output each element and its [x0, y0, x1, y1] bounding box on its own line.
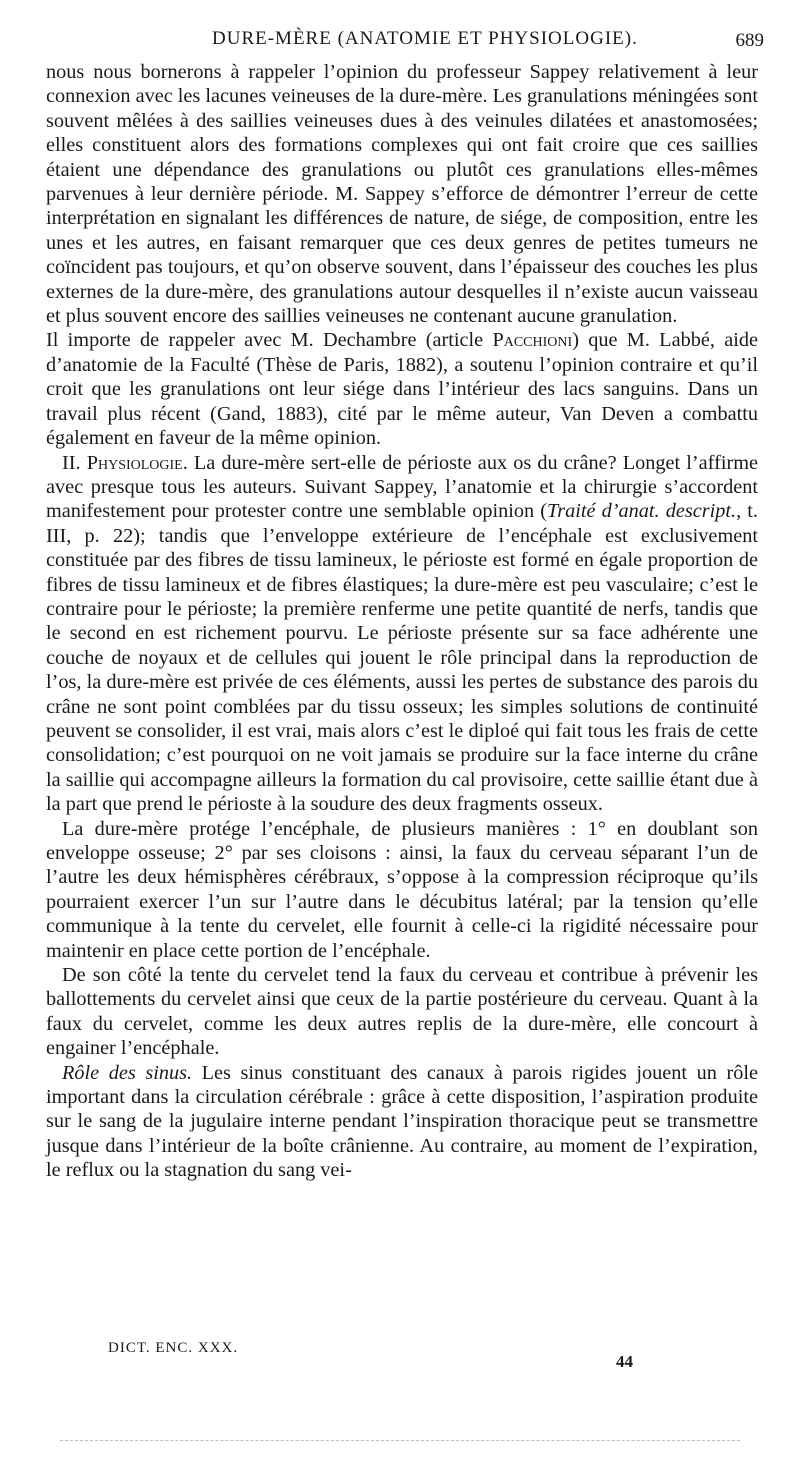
running-head	[0, 28, 800, 54]
paragraph-sappey-granulations	[46, 60, 758, 328]
paragraph-protection	[46, 817, 758, 963]
printer-signature: DICT. ENC. XXX.	[108, 1340, 239, 1356]
section-number: II.	[62, 451, 87, 474]
section-heading: Physiologie.	[86, 451, 188, 474]
paragraph-physiologie	[46, 451, 758, 817]
paragraph-role-sinus	[46, 1061, 758, 1183]
paragraph-labbe-opinion	[46, 328, 758, 450]
paragraph-text: ) que M. Labbé, aide d’anatomie de la Faculté (Thèse de Paris, 1882), a soutenu l’opinion contraire et qu’il croit que les granulations ont leur siége dans l’intérieur des lacs sanguins. Dans un travail plus récent (Gand, 1883), cité par le même auteur, Van Deven a combattu également en faveur de la même opinion.	[46, 329, 758, 450]
citation-title: Traité d’anat. descript.	[547, 500, 737, 523]
paragraph-text: , t. III, p. 22); tandis que l’enveloppe extérieure de l’encéphale est exclusivement constituée par des fibres de tissu lamineux, le périoste est formé en égale proportion de fibres de tissu lamineux et de fibres élastiques; la dure-mère est peu vasculaire; c’est le contraire pour le périoste; la première renferme une petite quantité de nerfs, tandis que le second en est richement pourvu. Le périoste présente sur sa face adhérente une couche de noyaux et de cellules qui jouent le rôle principal dans la reproduction de l’os, la dure-mère est privée de ces éléments, aussi les pertes de substance des parois du crâne ne sont point comblées par du tissu osseux; les simples solutions de continuité peuvent se consolider, il est vrai, mais alors c’est le diploé qui fait tous les frais de cette consolidation; c’est pourquoi on ne voit jamais se produire sur la face interne du crâne la saillie qui accompagne ailleurs la formation du cal provisoire, cette saillie étant due à la part que prend le périoste à la soudure des deux fragments osseux.	[46, 500, 758, 816]
bleed-through-line	[60, 1440, 740, 1441]
paragraph-text: De son côté la tente du cervelet tend la faux du cerveau et contribue à prévenir les ballottements du cervelet ainsi que ceux de la partie postérieure du cerveau. Quant à la faux du cervelet, comme les deux autres replis de la dure-mère, elle concourt à engainer l’encéphale.	[46, 964, 758, 1060]
subsection-heading: Rôle des sinus.	[62, 1061, 193, 1084]
page-footer	[0, 1338, 800, 1378]
article-name: Pacchioni	[492, 329, 573, 352]
running-title: DURE-MÈRE (ANATOMIE ET PHYSIOLOGIE).	[212, 28, 638, 49]
paragraph-text: La dure-mère sert-elle de périoste aux os du crâne? Longet l’affirme avec presque tous les auteurs. Suivant Sappey, l’anatomie et la chirurgie s’accordent manifestement pour protester contre une semblable opinion (	[46, 451, 758, 523]
body-text	[46, 60, 758, 1183]
paragraph-tente-cervelet	[46, 963, 758, 1061]
paragraph-text: La dure-mère protége l’encéphale, de plusieurs manières : 1° en doublant son enveloppe osseuse; 2° par ses cloisons : ainsi, la faux du cerveau séparant l’un de l’autre les deux hémisphères cérébraux, s’oppose à la compression réciproque qu’ils pourraient exercer l’un sur l’autre dans le décubitus latéral; par la tension qu’elle communique à la tente du cervelet, elle fournit à celle-ci la rigidité nécessaire pour maintenir en place cette portion de l’encéphale.	[46, 817, 758, 962]
paragraph-text: Les sinus constituant des canaux à parois rigides jouent un rôle important dans la circulation cérébrale : grâce à cette disposition, l’aspiration produite sur le sang de la jugulaire interne pendant l’inspiration thoracique peut se transmettre jusque dans l’intérieur de la boîte crânienne. Au contraire, au moment de l’expiration, le reflux ou la stagnation du sang vei-	[46, 1061, 758, 1182]
paragraph-text: nous nous bornerons à rappeler l’opinion du professeur Sappey relativement à leur connexion avec les lacunes veineuses de la dure-mère. Les granulations méningées sont souvent mêlées à des saillies veineuses dues à des veinules dilatées et anastomosées; elles constituent alors des formations complexes qui ont fait croire que ces saillies étaient une dépendance des granulations ou plutôt ces granulations elles-mêmes parvenues à leur dernière période. M. Sappey s’efforce de démontrer l’erreur de cette interprétation en signalant les différences de nature, de siége, de composition, entre les unes et les autres, en faisant remarquer que ces deux genres de petites tumeurs ne coïncident pas toujours, et qu’on observe souvent, dans l’épaisseur des couches les plus externes de la dure-mère, des granulations autour desquelles il n’existe aucun vaisseau et plus souvent encore des saillies veineuses ne contenant aucune granulation.	[46, 61, 758, 328]
sheet-number: 44	[616, 1352, 633, 1371]
page-number: 689	[735, 30, 764, 51]
paragraph-text: Il importe de rappeler avec M. Dechambre (article	[46, 329, 493, 352]
